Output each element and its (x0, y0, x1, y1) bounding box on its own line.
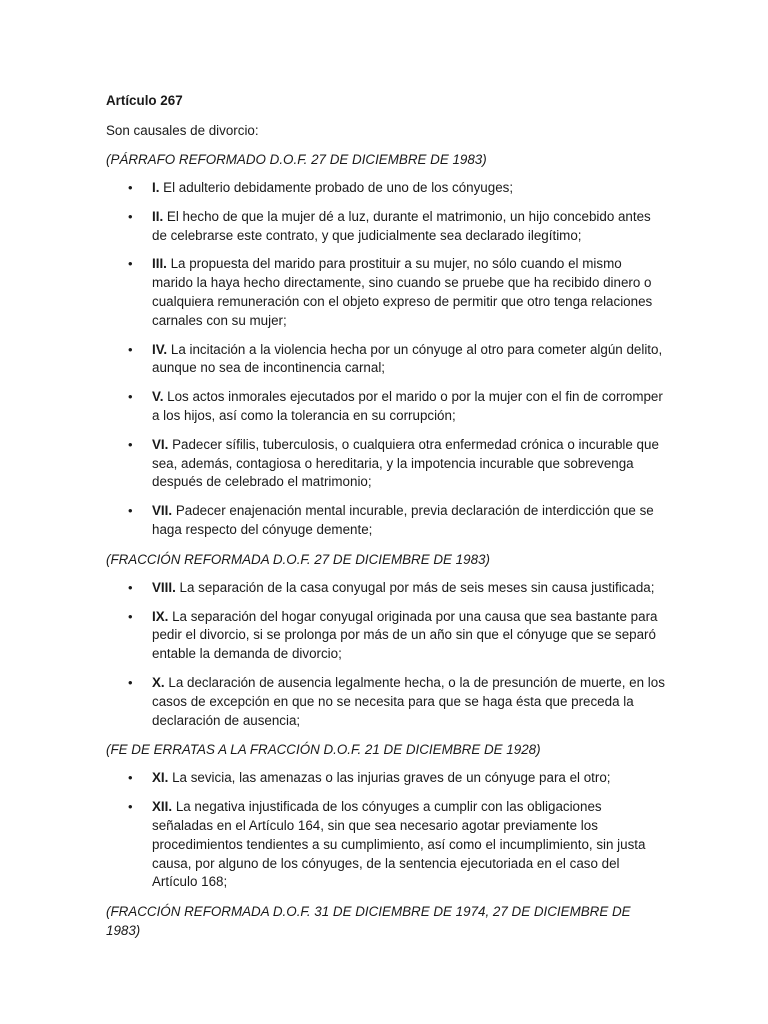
fraction-list (106, 179, 666, 540)
fraction-item: • II. El hecho de que la mujer dé a luz, durante el matrimonio, un hijo concebido antes de celebrarse este contrato, y que judicialmente sea declarado ilegítimo; (128, 208, 651, 243)
fraction-item: • V. Los actos inmorales ejecutados por el marido o por la mujer con el fin de corromper a los hijos, así como la tolerancia en su corrupción; (128, 389, 663, 423)
fraction-item: • IX. La separación del hogar conyugal originada por una causa que sea bastante para pedir el divorcio, si se prolonga por más de un año sin que el cónyuge que se separó entable la demanda de divorcio; (128, 608, 658, 662)
errata-note: (FE DE ERRATAS A LA FRACCIÓN D.O.F. 21 DE DICIEMBRE DE 1928) (106, 742, 541, 758)
fraction-list (106, 769, 666, 892)
bullet-icon: • (128, 180, 133, 195)
fraction-item: • I. El adulterio debidamente probado de uno de los cónyuges; (106, 179, 666, 198)
fraction-item: • III. La propuesta del marido para prostituir a su mujer, no sólo cuando el mismo marido la haya hecho directamente, sino cuando se pruebe que ha recibido dinero o cualquiera remuneración con el objeto expreso de permitir que otro tenga relaciones carnales con su mujer; (128, 256, 653, 328)
reform-note: (FRACCIÓN REFORMADA D.O.F. 31 DE DICIEMBRE DE 1974, 27 DE DICIEMBRE DE 1983) (106, 904, 631, 939)
article-body (106, 91, 666, 940)
bullet-icon: • (128, 674, 133, 690)
bullet-icon: • (128, 608, 133, 624)
fraction-item: • XII. La negativa injustificada de los cónyuges a cumplir con las obligaciones señaladas en el Artículo 164, sin que sea necesario agotar previamente los procedimientos tendientes a su cumplimiento, así como el incumplimiento, sin justa causa, por alguno de los cónyuges, de la sentencia ejecutoriada en el caso del Artículo 168; (128, 799, 646, 890)
fraction-item: • VII. Padecer enajenación mental incurable, previa declaración de interdicción que se haga respecto del cónyuge demente; (128, 503, 654, 537)
bullet-icon: • (128, 208, 133, 224)
bullet-icon: • (128, 770, 133, 786)
fraction-item: • X. La declaración de ausencia legalmente hecha, o la de presunción de muerte, en los casos de excepción en que no se necesita para que se haga ésta que preceda la declaración de ausencia; (128, 674, 665, 728)
fraction-item: • XI. La sevicia, las amenazas o las injurias graves de un cónyuge para el otro; (106, 769, 666, 788)
fraction-item: • VI. Padecer sífilis, tuberculosis, o cualquiera otra enfermedad crónica o incurable que sea, además, contagiosa o hereditaria, y la impotencia incurable que sobrevenga después de celebrado el matrimonio; (128, 436, 659, 490)
article-intro: Son causales de divorcio: (106, 123, 259, 138)
bullet-icon: • (128, 503, 133, 519)
bullet-icon: • (128, 799, 133, 815)
article-title: Artículo 267 (106, 93, 183, 108)
fraction-list (106, 579, 666, 731)
fraction-item: • VIII. La separación de la casa conyugal por más de seis meses sin causa justificada; (106, 579, 666, 598)
bullet-icon: • (128, 579, 133, 595)
bullet-icon: • (128, 389, 133, 405)
bullet-icon: • (128, 341, 133, 357)
bullet-icon: • (128, 256, 133, 272)
bullet-icon: • (128, 436, 133, 452)
reform-note: (FRACCIÓN REFORMADA D.O.F. 27 DE DICIEMBRE DE 1983) (106, 551, 490, 567)
fraction-item: • IV. La incitación a la violencia hecha por un cónyuge al otro para cometer algún delito, aunque no sea de incontinencia carnal; (128, 341, 663, 376)
reform-note: (PÁRRAFO REFORMADO D.O.F. 27 DE DICIEMBRE DE 1983) (106, 152, 487, 167)
